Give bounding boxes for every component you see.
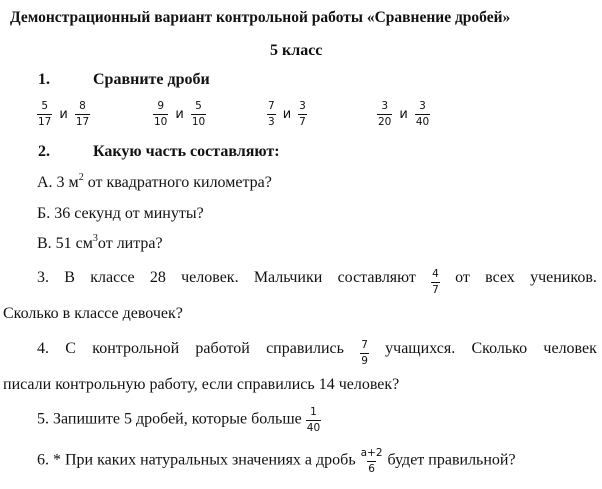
fraction-pair-4 bbox=[377, 101, 430, 127]
fraction: $\frac{4}{7}$ bbox=[432, 268, 439, 296]
fraction: $\frac{3}{40}$ bbox=[415, 100, 430, 128]
task2-item-c: В. 51 $см^3от$ литра? bbox=[37, 233, 163, 252]
fraction: $\frac{1}{40}$ bbox=[306, 406, 321, 434]
fraction: $\frac{a+2}{6}$ bbox=[360, 447, 383, 475]
conjunction: и bbox=[399, 106, 408, 122]
conjunction: и bbox=[175, 106, 184, 122]
fraction: $\frac{5}{17}$ bbox=[38, 100, 52, 128]
fraction-pair-1 bbox=[37, 101, 90, 127]
conjunction: и bbox=[59, 106, 68, 122]
task2-title: Какую часть составляют: bbox=[93, 143, 280, 160]
task2-number: 2. bbox=[38, 143, 50, 160]
task3-line2: Сколько в классе девочек? bbox=[3, 305, 183, 322]
grade-label: 5 класс bbox=[270, 42, 323, 59]
fraction: $\frac{3}{7}$ bbox=[299, 100, 306, 128]
page-title: Демонстрационный вариант контрольной работы «Сравнение дробей» bbox=[10, 9, 511, 26]
fraction-pair-2 bbox=[153, 101, 206, 127]
task2-item-a: А. 3 $м^2$ от квадратного километра? bbox=[37, 172, 272, 191]
fraction: $\frac{7}{3}$ bbox=[268, 100, 275, 128]
task3-line1: 3. В классе 28 человек. Мальчики составляют $\frac{4}{7}$ от всех учеников. bbox=[37, 268, 597, 296]
task2-item-b: Б. 36 секунд от минуты? bbox=[37, 205, 204, 222]
task5: 5. Запишите 5 дробей, которые больше $\frac{1}{40}$ bbox=[37, 406, 321, 434]
fraction-pair-3 bbox=[267, 101, 307, 127]
fraction: $\frac{7}{9}$ bbox=[361, 339, 368, 367]
task1-number: 1. bbox=[38, 71, 50, 88]
conjunction: и bbox=[282, 106, 292, 122]
fraction: $\frac{8}{17}$ bbox=[75, 100, 90, 128]
task1-title: Сравните дроби bbox=[93, 71, 210, 88]
task6: 6. * При каких натуральных значениях а дробь $\frac{a+2}{6}$ будет правильной? bbox=[37, 447, 516, 475]
fraction: $\frac{5}{10}$ bbox=[191, 100, 206, 128]
fraction: $\frac{3}{20}$ bbox=[378, 100, 392, 128]
fraction: $\frac{9}{10}$ bbox=[154, 100, 168, 128]
task4-line1: 4. С контрольной работой справились $\frac{7}{9}$ учащихся. Сколько человек bbox=[37, 339, 597, 367]
task4-line2: писали контрольную работу, если справились 14 человек? bbox=[3, 376, 400, 393]
